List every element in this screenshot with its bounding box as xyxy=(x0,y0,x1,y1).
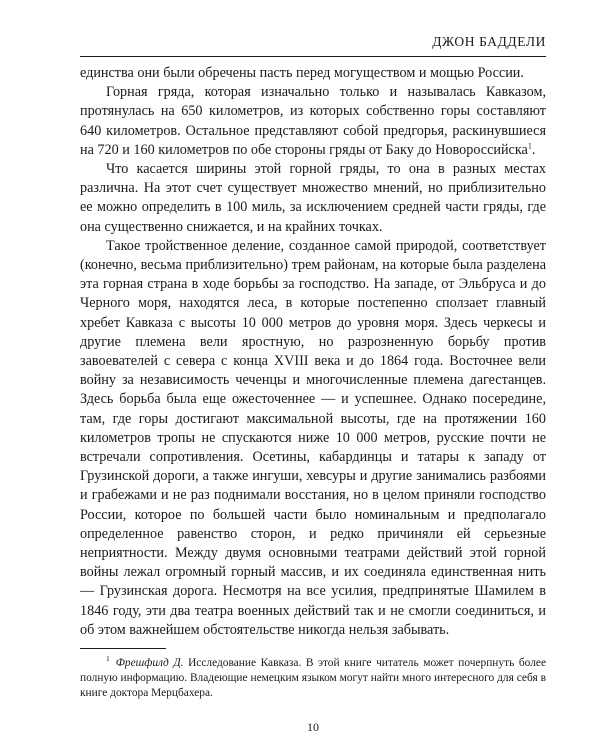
paragraph-2 xyxy=(80,83,546,160)
footnote-rule xyxy=(80,648,166,649)
paragraph-4: Такое тройственное деление, созданное самой природой, соответствует (конечно, весьма приблизительно) трем районам, на которые была разделена эта горная страна в ходе борьбы за господство. На западе, от Эльбруса и до Черного моря, находятся леса, в которые постепенно сползает главный хребет Кавказа с высоты 10 000 метров до уровня моря. Здесь черкесы и другие племена вели яростную, но разрозненную борьбу против завоевателей с севера с конца XVIII века и до 1864 года. Восточнее вели войну за независимость чеченцы и многочисленные племена дагестанцев. Здесь борьба была еще ожесточеннее — и успешнее. Однако посередине, там, где горы достигают максимальной высоты, где на протяжении 160 километров тропы не спускаются ниже 10 000 метров, русские почти не встречали сопротивления. Осетины, кабардинцы и татары к западу от Грузинской дороги, а также ингуши, хевсуры и другие занимались разбоями и грабежами и не раз поднимали восстания, но в целом приняли господство России, которое по большей части было номинальным и предполагало определенное равенство сторон, и редко причиняли ей серьезные неприятности. Между двумя основными театрами действий этой горной войны лежал огромный горный массив, и их соединяла единственная нить — Грузинская дорога. Несмотря на все усилия, предпринятые Шамилем в 1846 году, эти два театра военных действий так и не смогли соединиться, и об этом важнейшем обстоятельстве никогда нельзя забывать. xyxy=(80,237,546,638)
paragraph-1: единства они были обречены пасть перед могуществом и мощью России. xyxy=(80,65,524,81)
footnote-author: Фрешфилд Д. xyxy=(115,657,184,669)
body-text xyxy=(80,64,546,640)
footnote-mark: 1 xyxy=(106,654,110,664)
footnote-text: Исследование Кавказа. В этой книге читатель может почерпнуть более полную информацию. Владеющие немецким языком могут найти много интересного для себя в книге доктора Мерцбахера. xyxy=(80,657,546,699)
running-head-title: ДЖОН БАДДЕЛИ xyxy=(432,34,546,49)
paragraph-2-text: Горная гряда, которая изначально только и называлась Кавказом, протянулась на 650 километров, из которых собственно горы составляют 640 километров. Остальное представляют собой предгорья, раскинувшиеся на 720 и 160 километров по обе стороны гряды от Баку до Новороссийска xyxy=(80,84,546,158)
paragraph-2-end: . xyxy=(531,141,536,158)
header-rule xyxy=(80,56,546,57)
footnote-reference[interactable]: 1 xyxy=(527,141,532,151)
paragraph-3: Что касается ширины этой горной гряды, то она в разных местах различна. На этот счет существует множество мнений, но приблизительно ее можно определить в 100 миль, за исключением средней части гряды, где она существенно снижается, и на крайних точках. xyxy=(80,161,546,235)
footnote xyxy=(80,656,546,701)
page-number: 10 xyxy=(307,720,319,734)
